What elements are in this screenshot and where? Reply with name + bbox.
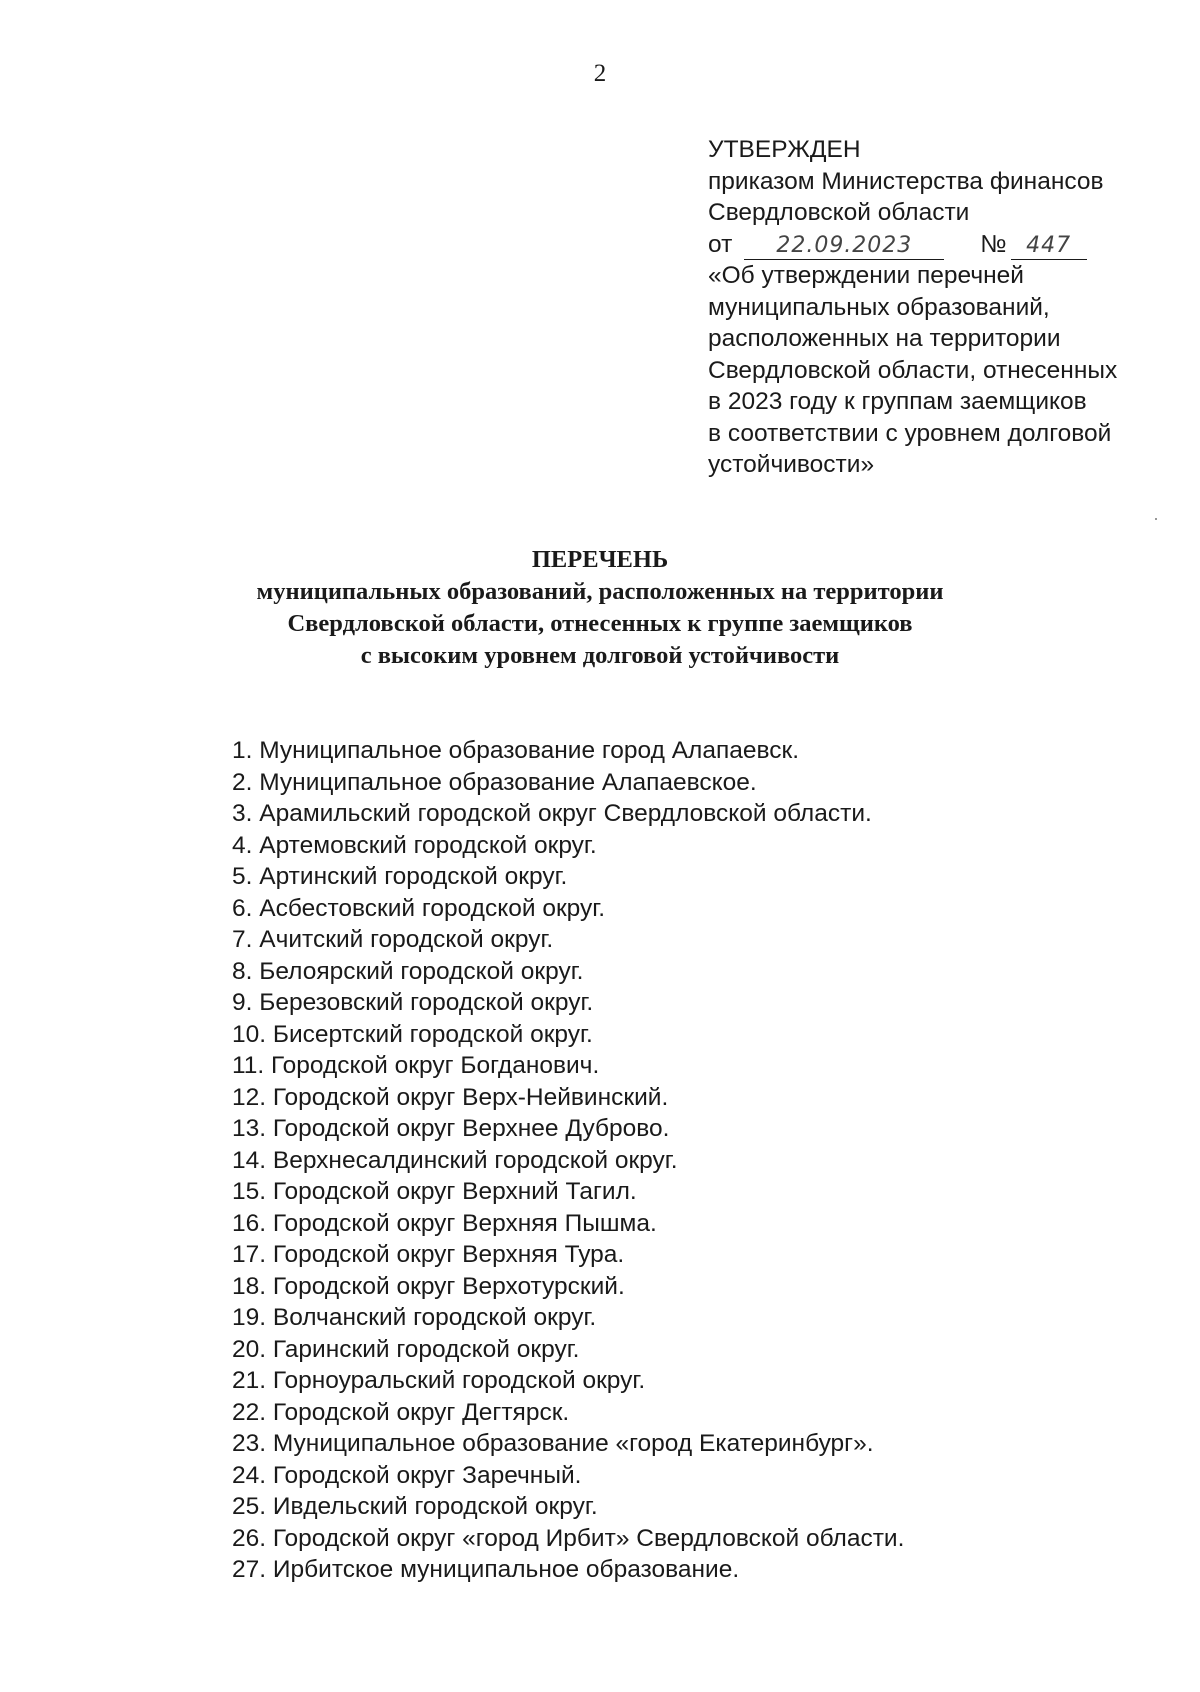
list-item: 7. Ачитский городской округ. [232, 926, 554, 953]
page-number: 2 [593, 60, 607, 87]
list-item: 8. Белоярский городской округ. [232, 957, 584, 985]
list-item: 4. Артемовский городской округ. [232, 831, 597, 859]
approval-line: приказом Министерства финансов [708, 167, 1104, 195]
list-item: 14. Верхнесалдинский городской округ. [232, 1146, 678, 1174]
list-item: 3. Арамильский городской округ Свердловской области. [232, 800, 872, 827]
heading-subtitle-line: Свердловской области, отнесенных к группе заемщиков [287, 610, 913, 637]
list-item: 11. Городской округ Богданович. [232, 1052, 600, 1079]
list-item: 26. Городской округ «город Ирбит» Свердловской области. [232, 1524, 905, 1552]
list-item: 15. Городской округ Верхний Тагил. [232, 1178, 637, 1205]
list-item: 23. Муниципальное образование «город Екатеринбург». [232, 1430, 874, 1457]
number-label: № [980, 230, 1007, 258]
list-item: 20. Гаринский городской округ. [232, 1335, 580, 1363]
list-item: 6. Асбестовский городской округ. [232, 894, 606, 922]
list-item: 12. Городской округ Верх-Нейвинский. [232, 1083, 669, 1111]
order-title-line: Свердловской области, отнесенных [708, 356, 1118, 384]
order-title-line: «Об утверждении перечней [708, 262, 1024, 289]
handwritten-order-number: 447 [1011, 233, 1087, 260]
list-item: 1. Муниципальное образование город Алапаевск. [232, 737, 800, 764]
list-item: 10. Бисертский городской округ. [232, 1020, 593, 1048]
list-item: 22. Городской округ Дегтярск. [232, 1398, 570, 1426]
order-title-line: в 2023 году к группам заемщиков [708, 388, 1087, 415]
heading-title: ПЕРЕЧЕНЬ [531, 546, 669, 573]
list-item: 19. Волчанский городской округ. [232, 1304, 597, 1331]
list-item: 17. Городской округ Верхняя Тура. [232, 1241, 625, 1268]
approval-status: УТВЕРЖДЕН [708, 136, 861, 163]
list-item: 24. Городской округ Заречный. [232, 1461, 582, 1489]
order-title-line: муниципальных образований, [708, 293, 1050, 321]
list-item: 27. Ирбитское муниципальное образование. [232, 1556, 740, 1583]
list-item: 2. Муниципальное образование Алапаевское. [232, 768, 757, 796]
list-item: 25. Ивдельский городской округ. [232, 1493, 598, 1520]
municipality-list [232, 735, 904, 1586]
approval-line: Свердловской области [708, 199, 970, 226]
order-title-line: устойчивости» [708, 451, 875, 478]
heading-subtitle-line: с высоким уровнем долговой устойчивости [360, 642, 840, 669]
order-title-line: в соответствии с уровнем долговой [708, 419, 1112, 447]
order-title-line: расположенных на территории [708, 325, 1061, 352]
list-item: 21. Горноуральский городской округ. [232, 1367, 646, 1394]
document-heading [0, 544, 1200, 672]
order-date-number-row [708, 229, 1168, 261]
approval-block [708, 134, 1168, 481]
list-item: 16. Городской округ Верхняя Пышма. [232, 1209, 657, 1237]
scan-speck [1155, 518, 1157, 520]
list-item: 18. Городской округ Верхотурский. [232, 1272, 625, 1300]
list-item: 13. Городской округ Верхнее Дуброво. [232, 1115, 670, 1142]
from-label: от [708, 230, 733, 258]
heading-subtitle-line: муниципальных образований, расположенных на территории [256, 578, 944, 605]
list-item: 9. Березовский городской округ. [232, 989, 594, 1016]
list-item: 5. Артинский городской округ. [232, 863, 568, 890]
handwritten-date: 22.09.2023 [744, 233, 944, 260]
